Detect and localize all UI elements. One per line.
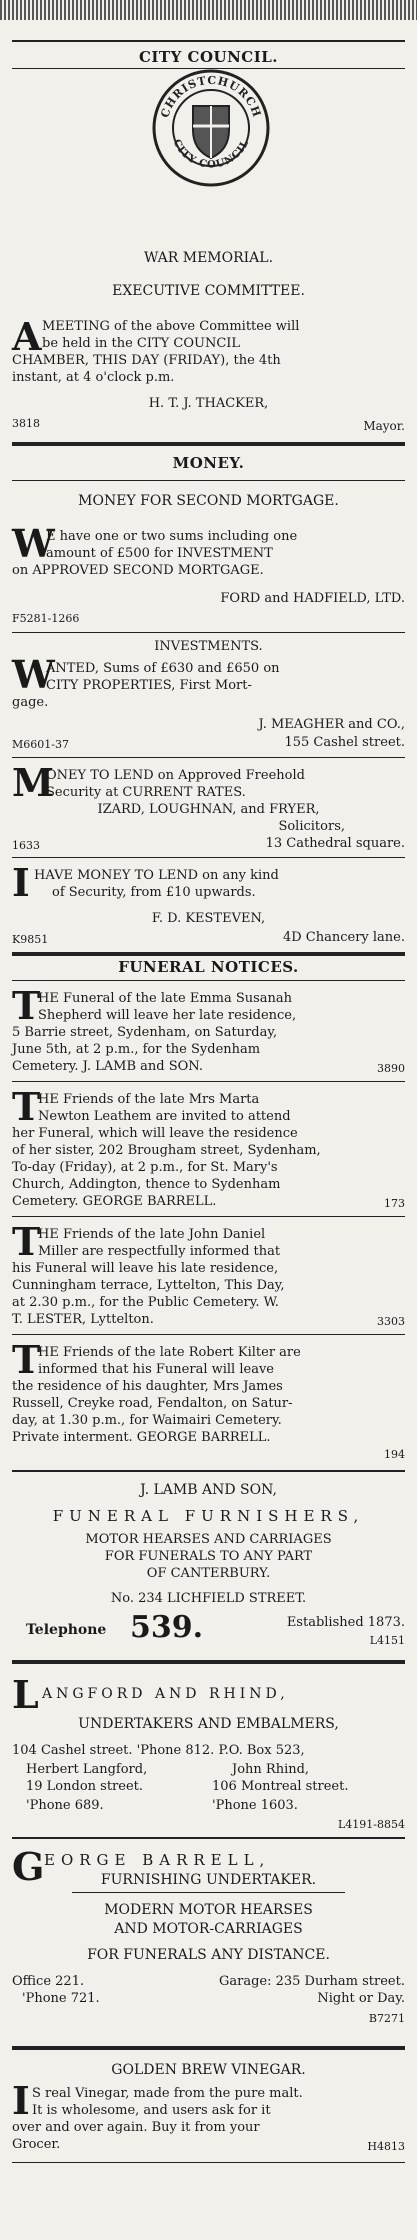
ad-reference: H4813 [367, 2140, 405, 2153]
divider [12, 1660, 405, 1664]
notice-line: HE Friends of the late John Daniel [38, 1227, 266, 1242]
divider [12, 40, 405, 42]
svg-text:CHRISTCHURCH: CHRISTCHURCH [158, 73, 264, 120]
notice-line: T. LESTER, Lyttelton. [12, 1312, 154, 1327]
signer-role: Mayor. [363, 419, 405, 433]
advertiser-address: 4D Chancery lane. [282, 930, 405, 945]
ad-line: ANTED, Sums of £630 and £650 on [46, 661, 280, 676]
notice-line: of her sister, 202 Brougham street, Sydenham, [12, 1143, 321, 1158]
ad-line: AND MOTOR-CARRIAGES [114, 1921, 303, 1937]
notice-line: be held in the CITY COUNCIL [42, 336, 241, 351]
notice-line: Shepherd will leave her late residence, [38, 1008, 297, 1023]
established: Established 1873. [286, 1615, 405, 1630]
drop-cap: W [12, 652, 55, 697]
notice-line: the residence of his daughter, Mrs James [12, 1379, 283, 1394]
ad-line: Solicitors, [278, 819, 345, 834]
office-phone: Office 221. [12, 1974, 85, 1989]
notice-line: MEETING of the above Committee will [42, 319, 300, 334]
advertiser-address: 155 Cashel street. [284, 735, 405, 750]
ad-title: INVESTMENTS. [154, 639, 263, 654]
notice-line: 5 Barrie street, Sydenham, on Saturday, [12, 1025, 278, 1040]
section-heading-funeral-notices: FUNERAL NOTICES. [118, 958, 299, 976]
ad-line: on APPROVED SECOND MORTGAGE. [12, 563, 264, 578]
ad-line: gage. [12, 695, 49, 710]
ad-line: amount of £500 for INVESTMENT [46, 546, 273, 561]
drop-cap: T [12, 1337, 41, 1382]
svg-text:CITY COUNCIL: CITY COUNCIL [170, 137, 252, 171]
notice-line: day, at 1.30 p.m., for Waimairi Cemetery. [12, 1413, 282, 1428]
ad-line: over and over again. Buy it from your [12, 2120, 260, 2135]
divider [12, 980, 405, 981]
divider [12, 1470, 405, 1472]
advertiser-name: J. LAMB AND SON, [140, 1482, 277, 1498]
advertiser: FORD and HADFIELD, LTD. [220, 591, 405, 606]
ad-reference: K9851 [12, 933, 49, 946]
trade-heading: FUNERAL FURNISHERS, [52, 1507, 365, 1525]
advertiser: F. D. KESTEVEN, [151, 911, 266, 926]
notice-title: WAR MEMORIAL. [143, 250, 274, 266]
notice-subtitle: EXECUTIVE COMMITTEE. [112, 283, 305, 299]
ad-line: Grocer. [12, 2137, 61, 2152]
partner-phone: 'Phone 689. [26, 1798, 104, 1813]
drop-cap: L [12, 1672, 39, 1717]
garage-address: Garage: 235 Durham street. [218, 1974, 405, 1989]
notice-line: Church, Addington, thence to Sydenham [12, 1177, 281, 1192]
ad-line: IZARD, LOUGHNAN, and FRYER, [97, 802, 320, 817]
divider [12, 857, 405, 858]
divider [12, 757, 405, 758]
divider [12, 1081, 405, 1082]
notice-line: CHAMBER, THIS DAY (FRIDAY), the 4th [12, 353, 281, 368]
partner-address: 19 London street. [26, 1779, 144, 1794]
partner-name: Herbert Langford, [26, 1762, 148, 1777]
trade-heading: UNDERTAKERS AND EMBALMERS, [78, 1716, 339, 1732]
advertiser-name: EORGE BARRELL, [44, 1851, 271, 1869]
ad-title: MONEY FOR SECOND MORTGAGE. [78, 493, 339, 509]
drop-cap: T [12, 983, 41, 1028]
advertiser-address: No. 234 LICHFIELD STREET. [110, 1591, 307, 1606]
trade-heading: FURNISHING UNDERTAKER. [100, 1872, 317, 1888]
drop-cap: M [12, 760, 55, 805]
divider [12, 632, 405, 633]
divider [72, 1892, 345, 1893]
drop-cap: I [12, 860, 30, 905]
advertiser: J. MEAGHER and CO., [258, 717, 405, 732]
telephone-label: Telephone [26, 1622, 107, 1638]
divider [12, 1334, 405, 1335]
telephone: 'Phone 721. [22, 1991, 100, 2006]
drop-cap: W [12, 521, 55, 566]
divider [12, 480, 405, 481]
ad-line: CITY PROPERTIES, First Mort- [46, 678, 252, 693]
ad-line: Security at CURRENT RATES. [46, 785, 246, 800]
divider [12, 2162, 405, 2163]
divider [12, 952, 405, 956]
notice-line: To-day (Friday), at 2 p.m., for St. Mary's [12, 1160, 278, 1175]
notice-line: Russell, Creyke road, Fendalton, on Satur- [12, 1396, 293, 1411]
ad-line: HAVE MONEY TO LEND on any kind [34, 868, 279, 883]
partner-phone: 'Phone 1603. [212, 1798, 298, 1813]
drop-cap: G [12, 1844, 45, 1889]
ad-reference: 3818 [12, 417, 40, 430]
signer: H. T. J. THACKER, [148, 396, 269, 411]
notice-line: his Funeral will leave his late residence, [12, 1261, 279, 1276]
notice-line: her Funeral, which will leave the residence [12, 1126, 298, 1141]
ad-reference: 194 [384, 1448, 405, 1461]
ad-reference: B7271 [368, 2012, 405, 2025]
notice-line: June 5th, at 2 p.m., for the Sydenham [12, 1042, 261, 1057]
notice-line: Private interment. GEORGE BARRELL. [12, 1430, 271, 1445]
notice-line: HE Friends of the late Mrs Marta [38, 1092, 260, 1107]
ad-reference: 173 [384, 1197, 405, 1210]
contact-line: 104 Cashel street. 'Phone 812. P.O. Box 523, [12, 1743, 305, 1758]
ad-line: It is wholesome, and users ask for it [32, 2103, 271, 2118]
drop-cap: A [12, 314, 42, 359]
ad-line: MOTOR HEARSES AND CARRIAGES [85, 1532, 332, 1547]
advertiser-name: ANGFORD AND RHIND, [42, 1686, 289, 1702]
ad-reference: L4151 [369, 1634, 405, 1647]
advertiser-address: 13 Cathedral square. [265, 836, 405, 851]
notice-line: Miller are respectfully informed that [38, 1244, 281, 1259]
ad-reference: L4191-8854 [337, 1818, 405, 1831]
ad-line: MODERN MOTOR HEARSES [104, 1902, 313, 1918]
ad-reference: 3303 [377, 1315, 405, 1328]
christchurch-seal-icon [151, 68, 271, 188]
notice-line: HE Friends of the late Robert Kilter are [38, 1345, 301, 1360]
partner-name: John Rhind, [232, 1762, 310, 1777]
ad-line: E have one or two sums including one [46, 529, 298, 544]
section-heading-money: MONEY. [172, 454, 245, 472]
notice-line: at 2.30 p.m., for the Public Cemetery. W. [12, 1295, 279, 1310]
divider [12, 442, 405, 446]
ad-line: FOR FUNERALS ANY DISTANCE. [87, 1947, 330, 1963]
divider [12, 1837, 405, 1839]
ad-line: ONEY TO LEND on Approved Freehold [46, 768, 305, 783]
ad-reference: 3890 [377, 1062, 405, 1075]
notice-line: instant, at 4 o'clock p.m. [12, 370, 175, 385]
section-heading-city-council: CITY COUNCIL. [138, 48, 279, 66]
ad-line: S real Vinegar, made from the pure malt. [32, 2086, 303, 2101]
ad-reference: M6601-37 [12, 738, 69, 751]
divider [12, 2046, 405, 2050]
ad-line: of Security, from £10 upwards. [52, 885, 256, 900]
drop-cap: T [12, 1219, 41, 1264]
notice-line: Cunningham terrace, Lyttelton, This Day, [12, 1278, 285, 1293]
notice-line: Newton Leathem are invited to attend [38, 1109, 291, 1124]
drop-cap: I [12, 2078, 30, 2123]
ad-line: FOR FUNERALS TO ANY PART [104, 1549, 313, 1564]
notice-line: HE Funeral of the late Emma Susanah [38, 991, 293, 1006]
telephone-number: 539. [130, 1610, 204, 1645]
ad-reference: F5281-1266 [12, 612, 80, 625]
partner-address: 106 Montreal street. [212, 1779, 349, 1794]
notice-line: Cemetery. J. LAMB and SON. [12, 1059, 203, 1074]
hours: Night or Day. [317, 1991, 405, 2006]
notice-line: Cemetery. GEORGE BARRELL. [12, 1194, 217, 1209]
ad-title: GOLDEN BREW VINEGAR. [111, 2062, 306, 2078]
ad-line: OF CANTERBURY. [146, 1566, 271, 1581]
drop-cap: T [12, 1084, 41, 1129]
classified-column [12, 0, 405, 2240]
divider [12, 1216, 405, 1217]
notice-line: informed that his Funeral will leave [38, 1362, 274, 1377]
ad-reference: 1633 [12, 839, 40, 852]
